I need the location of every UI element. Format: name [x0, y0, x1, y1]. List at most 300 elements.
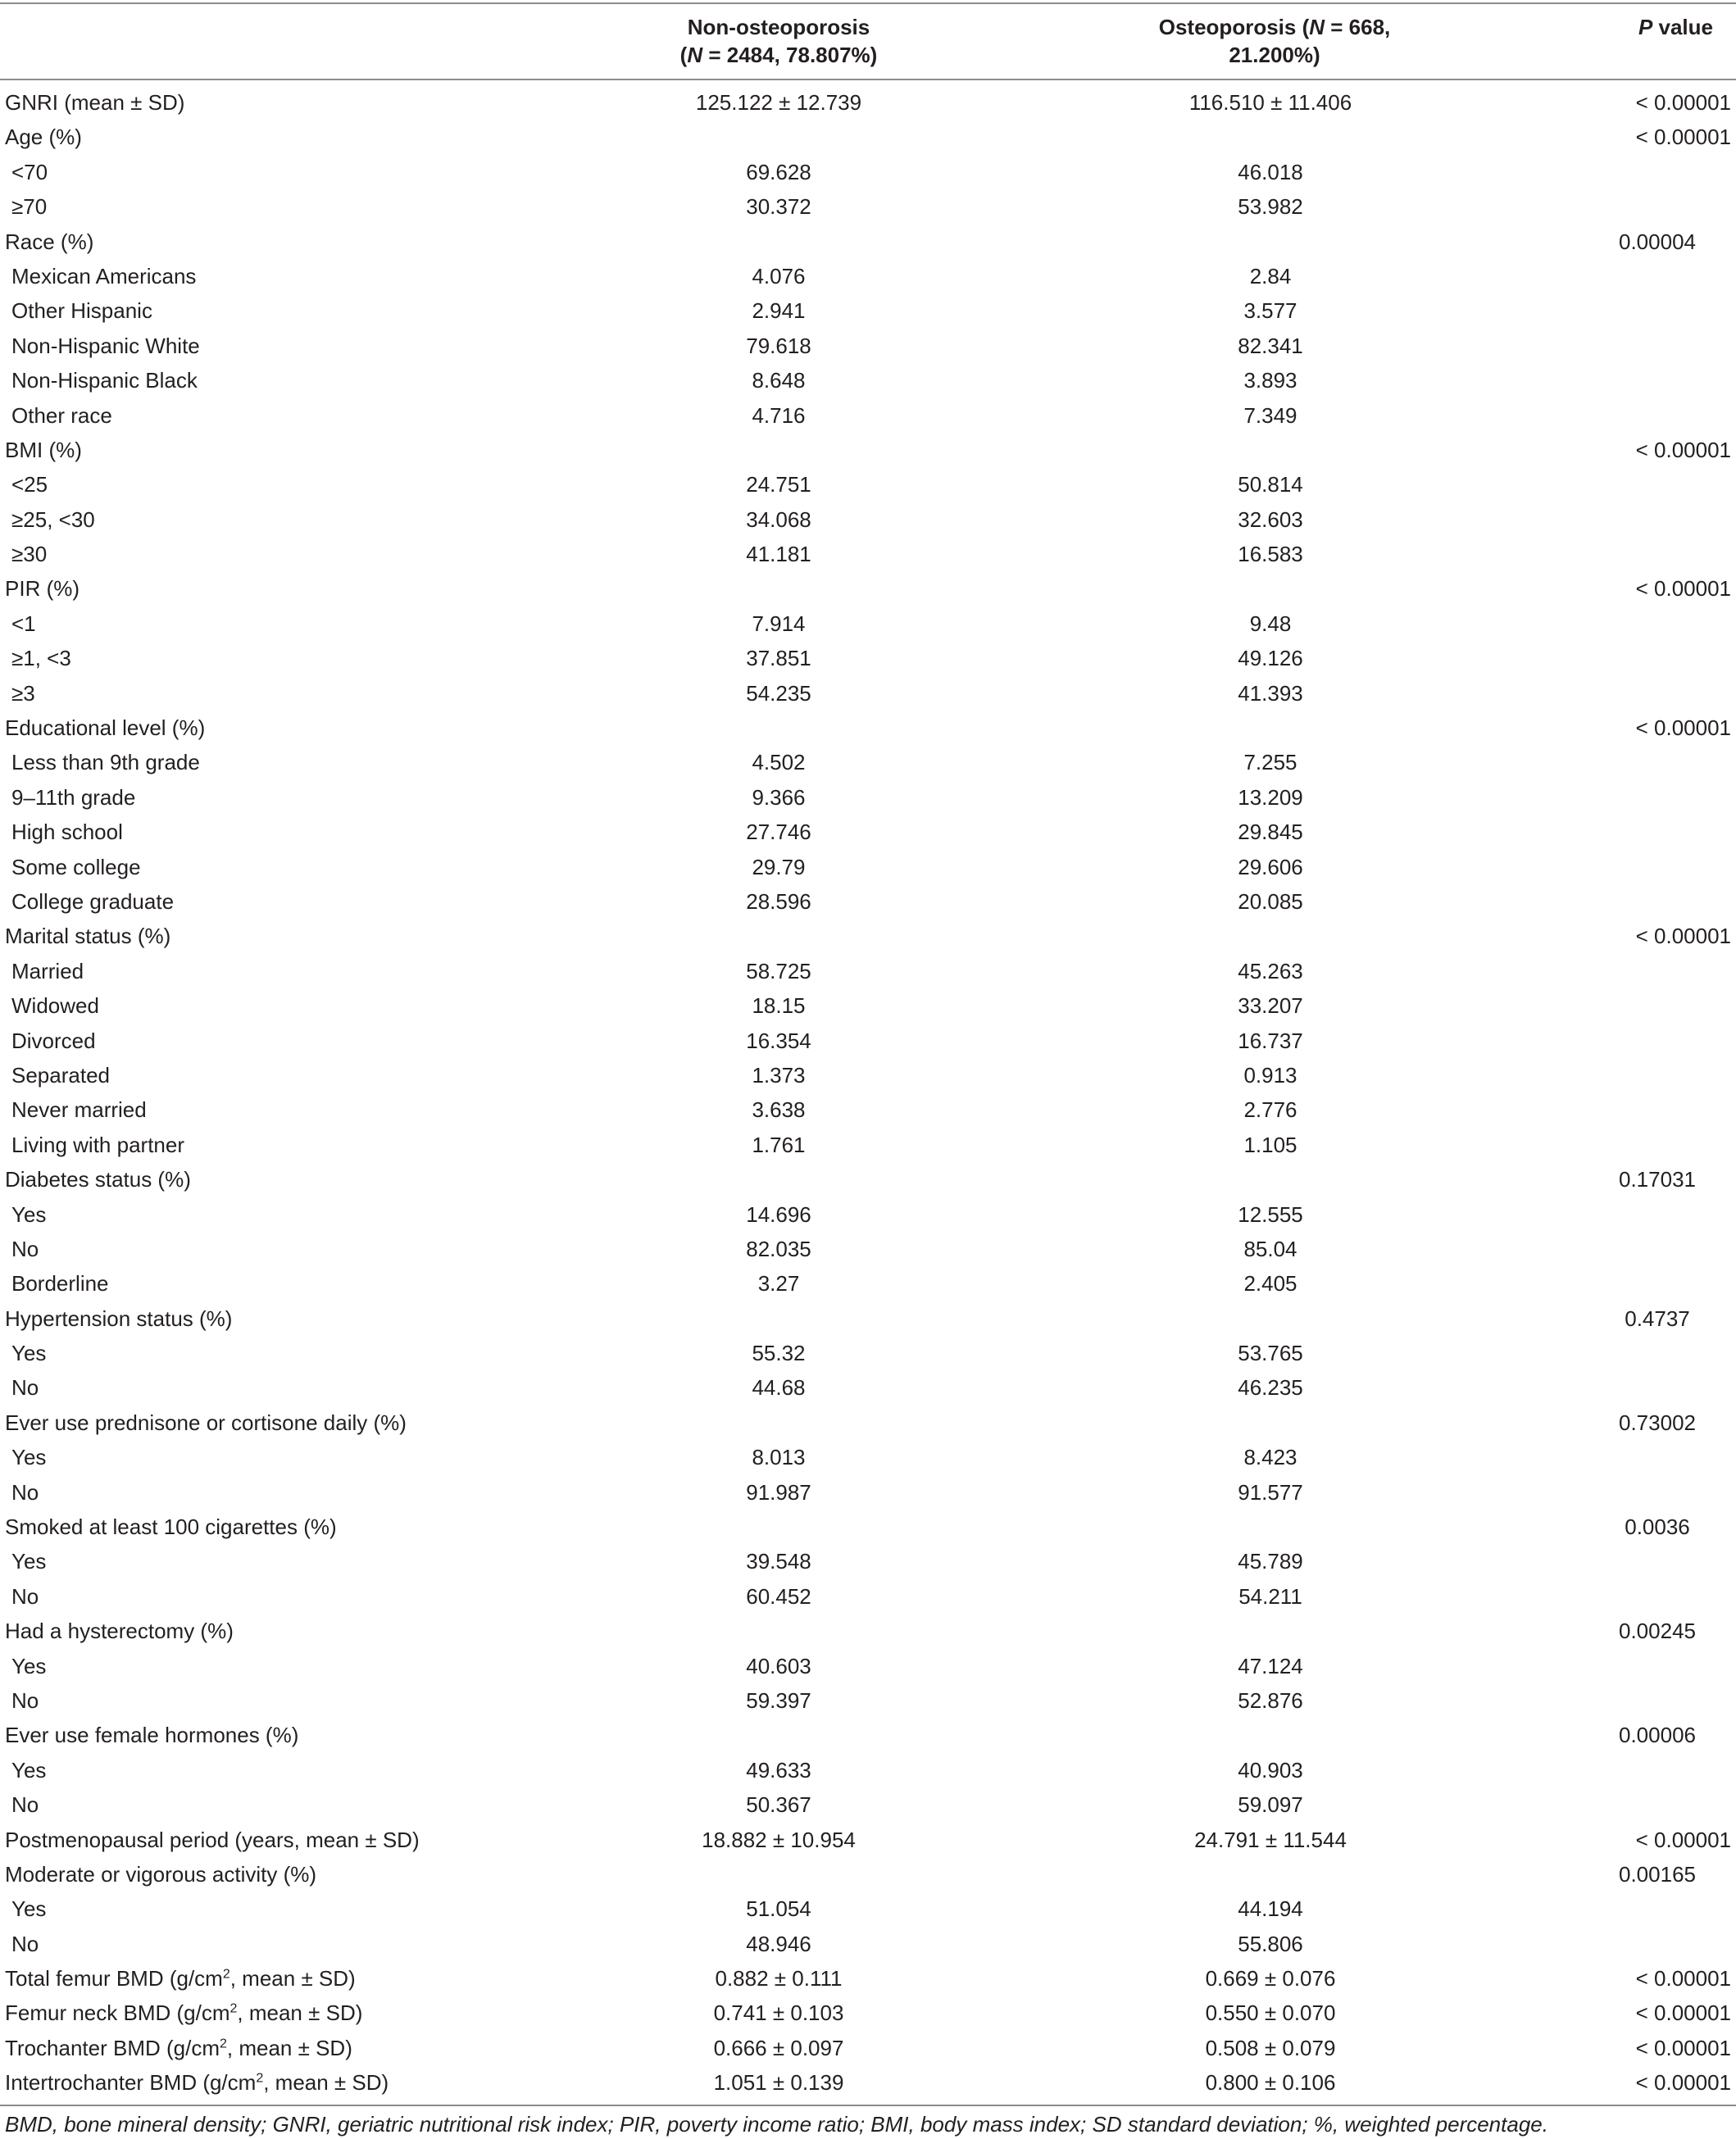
row-label-text: Ever use female hormones (%): [5, 1723, 299, 1748]
cell-non-osteoporosis: 44.68: [752, 1375, 806, 1401]
table-row: [0, 1058, 1736, 1092]
cell-osteoporosis: 3.577: [1243, 298, 1297, 324]
row-label: [11, 1128, 184, 1162]
row-label-text: Yes: [11, 1549, 47, 1574]
row-label-text: Femur neck BMD (g/cm: [5, 2000, 230, 2026]
cell-p-value: 0.4737: [1625, 1306, 1690, 1331]
bottom-rule: [0, 2105, 1736, 2106]
row-label-text: GNRI (mean ± SD): [5, 90, 185, 115]
row-label-text: Intertrochanter BMD (g/cm: [5, 2070, 257, 2096]
row-label: [11, 537, 47, 571]
cell-osteoporosis: 53.982: [1238, 194, 1303, 220]
cell-osteoporosis: 45.789: [1238, 1549, 1303, 1574]
row-label-text: Divorced: [11, 1028, 96, 1053]
row-label: [11, 641, 71, 675]
row-label-text: Living with partner: [11, 1132, 184, 1157]
table-row: [0, 1927, 1736, 1961]
cell-osteoporosis: 8.423: [1243, 1445, 1297, 1470]
cell-non-osteoporosis: 8.648: [752, 368, 806, 393]
row-label-text: No: [11, 1583, 39, 1609]
row-label-text: Mexican Americans: [11, 263, 197, 288]
row-label-text: 9–11th grade: [11, 784, 136, 810]
cell-osteoporosis: 29.845: [1238, 820, 1303, 845]
cell-osteoporosis: 91.577: [1238, 1479, 1303, 1505]
row-label-text: Separated: [11, 1062, 110, 1088]
header-col2-line1: [1008, 13, 1541, 41]
row-label: [11, 363, 198, 397]
row-label: [5, 120, 82, 154]
row-label-text: Trochanter BMD (g/cm: [5, 2035, 220, 2060]
table-row: [0, 189, 1736, 224]
cell-p-value: 0.00004: [1619, 229, 1696, 254]
row-label-text: Borderline: [11, 1271, 109, 1297]
table-row: [0, 363, 1736, 397]
row-label: [11, 1440, 46, 1474]
cell-osteoporosis: 52.876: [1238, 1687, 1303, 1713]
row-label-text: Some college: [11, 854, 141, 879]
cell-non-osteoporosis: 9.366: [752, 784, 806, 810]
table-row: [0, 641, 1736, 675]
cell-osteoporosis: 0.550 ± 0.070: [1205, 2000, 1336, 2026]
table-row: [0, 537, 1736, 571]
row-label-tail: , mean ± SD): [229, 1966, 356, 1991]
cell-non-osteoporosis: 4.502: [752, 750, 806, 775]
row-label-text: Non-Hispanic Black: [11, 368, 198, 393]
header-osteoporosis: [1008, 13, 1541, 69]
cell-osteoporosis: 46.235: [1238, 1375, 1303, 1401]
cell-non-osteoporosis: 50.367: [746, 1792, 811, 1818]
cell-osteoporosis: 12.555: [1238, 1201, 1303, 1227]
cell-non-osteoporosis: 30.372: [746, 194, 811, 220]
cell-p-value: < 0.00001: [1635, 90, 1731, 115]
table-row: [0, 1579, 1736, 1614]
row-label: [11, 1891, 46, 1926]
cell-osteoporosis: 40.903: [1238, 1757, 1303, 1782]
table-row: [0, 1092, 1736, 1127]
table-row: [0, 1857, 1736, 1891]
row-label-text: ≥30: [11, 542, 48, 567]
row-label-text: ≥3: [11, 680, 35, 706]
cell-osteoporosis: 32.603: [1238, 506, 1303, 532]
table-row: [0, 293, 1736, 328]
table-row: [0, 1232, 1736, 1266]
cell-p-value: < 0.00001: [1635, 924, 1731, 949]
header-non-osteoporosis: [516, 13, 1041, 69]
row-label: [5, 1162, 191, 1197]
row-label-text: ≥70: [11, 194, 48, 220]
cell-non-osteoporosis: 51.054: [746, 1896, 811, 1922]
table-row: [0, 1787, 1736, 1822]
table-row: [0, 1475, 1736, 1510]
cell-osteoporosis: 85.04: [1243, 1236, 1297, 1261]
row-label: [5, 571, 80, 606]
table-row: [0, 606, 1736, 641]
row-label: [11, 988, 99, 1023]
row-label: [11, 815, 123, 849]
row-label-text: No: [11, 1687, 39, 1713]
row-label-text: Educational level (%): [5, 715, 206, 741]
cell-osteoporosis: 9.48: [1249, 611, 1292, 636]
table-row: [0, 1649, 1736, 1683]
cell-p-value: < 0.00001: [1635, 576, 1731, 602]
header-p-value: [1541, 13, 1713, 41]
row-label-text: No: [11, 1375, 39, 1401]
cell-non-osteoporosis: 24.751: [746, 472, 811, 497]
table-row: [0, 1336, 1736, 1370]
cell-non-osteoporosis: 29.79: [752, 854, 806, 879]
row-label: [5, 1718, 298, 1752]
table-row: [0, 1823, 1736, 1857]
table-row: [0, 1128, 1736, 1162]
row-label: [5, 1301, 232, 1336]
cell-p-value: 0.00006: [1619, 1723, 1696, 1748]
row-label-text: BMI (%): [5, 437, 82, 462]
cell-osteoporosis: 20.085: [1238, 888, 1303, 914]
cell-p-value: < 0.00001: [1635, 125, 1731, 150]
row-label-tail: , mean ± SD): [263, 2070, 389, 2096]
cell-p-value: 0.0036: [1625, 1515, 1690, 1540]
cell-non-osteoporosis: 69.628: [746, 159, 811, 184]
row-label: [5, 225, 93, 259]
table-row: [0, 2031, 1736, 2065]
cell-p-value: < 0.00001: [1635, 2000, 1731, 2026]
row-label: [11, 850, 141, 884]
row-label: [11, 780, 135, 815]
row-label: [5, 711, 205, 745]
table-row: [0, 1544, 1736, 1578]
cell-osteoporosis: 45.263: [1238, 958, 1303, 983]
row-label-superscript: 2: [219, 2037, 227, 2051]
cell-osteoporosis: 13.209: [1238, 784, 1303, 810]
cell-non-osteoporosis: 0.666 ± 0.097: [713, 2035, 844, 2060]
row-label-text: Marital status (%): [5, 924, 171, 949]
table-row: [0, 815, 1736, 849]
cell-osteoporosis: 16.583: [1238, 542, 1303, 567]
row-label: [11, 155, 48, 189]
cell-non-osteoporosis: 4.716: [752, 402, 806, 428]
cell-non-osteoporosis: 79.618: [746, 333, 811, 358]
cell-osteoporosis: 47.124: [1238, 1653, 1303, 1678]
row-label-text: No: [11, 1931, 39, 1956]
header-col1-n: N: [687, 43, 703, 67]
table-row: [0, 745, 1736, 779]
cell-osteoporosis: 50.814: [1238, 472, 1303, 497]
table-row: [0, 259, 1736, 293]
row-label: [11, 1024, 96, 1058]
cell-osteoporosis: 41.393: [1238, 680, 1303, 706]
table-row: [0, 1683, 1736, 1718]
header-col2-pre: Osteoporosis (: [1158, 15, 1310, 39]
cell-osteoporosis: 0.508 ± 0.079: [1205, 2035, 1336, 2060]
row-label-text: Moderate or vigorous activity (%): [5, 1861, 317, 1887]
header-col1-line2-rest: = 2484, 78.807%): [702, 43, 878, 67]
table-body: [0, 85, 1736, 2100]
table-row: [0, 1718, 1736, 1752]
table-row: [0, 1440, 1736, 1474]
row-label-text: Smoked at least 100 cigarettes (%): [5, 1515, 337, 1540]
cell-non-osteoporosis: 55.32: [752, 1341, 806, 1366]
header-col2-line1-rest: = 668,: [1325, 15, 1391, 39]
row-label: [11, 1927, 39, 1961]
header-p-rest: value: [1652, 15, 1713, 39]
cell-p-value: < 0.00001: [1635, 1827, 1731, 1852]
row-label: [11, 1787, 39, 1822]
table-row: [0, 329, 1736, 363]
header-col1-line2: (N = 2484, 78.807%): [679, 43, 878, 67]
row-label: [5, 919, 170, 953]
row-label: [11, 1092, 147, 1127]
cell-non-osteoporosis: 40.603: [746, 1653, 811, 1678]
row-label-text: No: [11, 1792, 39, 1818]
cell-osteoporosis: 0.669 ± 0.076: [1205, 1966, 1336, 1991]
row-label: [5, 1510, 337, 1544]
row-label-text: Never married: [11, 1097, 147, 1123]
table-row: [0, 1370, 1736, 1405]
row-label: [11, 293, 152, 328]
cell-osteoporosis: 2.776: [1243, 1097, 1297, 1123]
table-row: [0, 884, 1736, 919]
cell-p-value: 0.00245: [1619, 1619, 1696, 1644]
cell-non-osteoporosis: 27.746: [746, 820, 811, 845]
cell-non-osteoporosis: 8.013: [752, 1445, 806, 1470]
table-row: [0, 988, 1736, 1023]
row-label-tail: , mean ± SD): [237, 2000, 363, 2026]
table-row: [0, 502, 1736, 537]
cell-non-osteoporosis: 34.068: [746, 506, 811, 532]
table-footnote: BMD, bone mineral density; GNRI, geriatric nutritional risk index; PIR, poverty income ratio; BMI, body mass index; SD standard deviation; %, weighted percentage.: [5, 2112, 1548, 2137]
row-label: [11, 1683, 39, 1718]
row-label: [5, 2065, 389, 2100]
cell-non-osteoporosis: 16.354: [746, 1028, 811, 1053]
row-label-text: Age (%): [5, 125, 82, 150]
row-label-text: High school: [11, 820, 123, 845]
cell-p-value: 0.17031: [1619, 1167, 1696, 1192]
cell-osteoporosis: 7.255: [1243, 750, 1297, 775]
cell-osteoporosis: 116.510 ± 11.406: [1188, 90, 1352, 115]
table-row: [0, 1197, 1736, 1232]
cell-osteoporosis: 49.126: [1238, 646, 1303, 671]
row-label-text: Other race: [11, 402, 112, 428]
header-col2-n: N: [1309, 15, 1325, 39]
header-p-line: [1541, 13, 1713, 41]
cell-non-osteoporosis: 37.851: [746, 646, 811, 671]
cell-non-osteoporosis: 4.076: [752, 263, 806, 288]
table-header: [0, 0, 1736, 79]
header-p: P: [1638, 15, 1653, 39]
row-label: [11, 1232, 39, 1266]
cell-osteoporosis: 3.893: [1243, 368, 1297, 393]
table-row: [0, 711, 1736, 745]
row-label: [11, 1370, 39, 1405]
table-row: [0, 1024, 1736, 1058]
row-label: [5, 85, 184, 120]
row-label-text: Widowed: [11, 993, 99, 1019]
cell-non-osteoporosis: 39.548: [746, 1549, 811, 1574]
row-label-text: Other Hispanic: [11, 298, 152, 324]
row-label-text: <25: [11, 472, 48, 497]
row-label-text: No: [11, 1236, 39, 1261]
row-label: [5, 1961, 356, 1996]
cell-osteoporosis: 82.341: [1238, 333, 1303, 358]
cell-non-osteoporosis: 54.235: [746, 680, 811, 706]
row-label-text: Yes: [11, 1757, 47, 1782]
cell-p-value: 0.00165: [1619, 1861, 1696, 1887]
row-label: [11, 1544, 46, 1578]
row-label: [11, 1753, 46, 1787]
row-label: [11, 884, 174, 919]
table-row: [0, 1406, 1736, 1440]
cell-osteoporosis: 16.737: [1238, 1028, 1303, 1053]
cell-osteoporosis: 55.806: [1238, 1931, 1303, 1956]
cell-p-value: 0.73002: [1619, 1410, 1696, 1435]
row-label: [5, 1857, 316, 1891]
row-label: [11, 676, 35, 711]
table-row: [0, 1510, 1736, 1544]
cell-osteoporosis: 0.913: [1243, 1062, 1297, 1088]
table-row: [0, 919, 1736, 953]
cell-p-value: < 0.00001: [1635, 2070, 1731, 2096]
row-label: [11, 1266, 109, 1301]
header-col1-line1: Non-osteoporosis: [687, 15, 870, 39]
row-label-superscript: 2: [229, 2001, 238, 2016]
row-label-text: Yes: [11, 1896, 47, 1922]
row-label: [11, 606, 36, 641]
row-label-text: ≥25, <30: [11, 506, 95, 532]
row-label-text: Had a hysterectomy (%): [5, 1619, 234, 1644]
cell-non-osteoporosis: 82.035: [746, 1236, 811, 1261]
cell-non-osteoporosis: 49.633: [746, 1757, 811, 1782]
table-row: [0, 120, 1736, 154]
row-label-text: Hypertension status (%): [5, 1306, 233, 1331]
cell-non-osteoporosis: 0.882 ± 0.111: [715, 1966, 843, 1991]
cell-osteoporosis: 29.606: [1238, 854, 1303, 879]
cell-osteoporosis: 24.791 ± 11.544: [1194, 1827, 1347, 1852]
row-label-text: College graduate: [11, 888, 175, 914]
row-label: [5, 433, 82, 467]
row-label: [5, 1614, 234, 1648]
row-label-superscript: 2: [256, 2071, 264, 2086]
cell-non-osteoporosis: 3.27: [757, 1271, 800, 1297]
cell-osteoporosis: 7.349: [1243, 402, 1297, 428]
cell-non-osteoporosis: 1.373: [752, 1062, 806, 1088]
cell-osteoporosis: 59.097: [1238, 1792, 1303, 1818]
cell-non-osteoporosis: 125.122 ± 12.739: [695, 90, 862, 115]
row-label-text: Yes: [11, 1341, 47, 1366]
table-row: [0, 1266, 1736, 1301]
row-label: [11, 1475, 39, 1510]
cell-non-osteoporosis: 2.941: [752, 298, 806, 324]
row-label: [11, 398, 112, 433]
table-row: [0, 780, 1736, 815]
row-label: [11, 467, 48, 502]
row-label-text: Ever use prednisone or cortisone daily (%): [5, 1410, 407, 1435]
row-label: [11, 259, 196, 293]
table-row: [0, 1891, 1736, 1926]
cell-non-osteoporosis: 58.725: [746, 958, 811, 983]
cell-osteoporosis: 0.800 ± 0.106: [1205, 2070, 1336, 2096]
table-row: [0, 1996, 1736, 2030]
row-label-text: Non-Hispanic White: [11, 333, 200, 358]
cell-osteoporosis: 2.84: [1249, 263, 1292, 288]
table-row: [0, 1614, 1736, 1648]
cell-non-osteoporosis: 1.051 ± 0.139: [713, 2070, 844, 2096]
row-label-text: PIR (%): [5, 576, 80, 602]
cell-non-osteoporosis: 60.452: [746, 1583, 811, 1609]
row-label-text: Diabetes status (%): [5, 1167, 191, 1192]
table-row: [0, 398, 1736, 433]
header-col2-line2: 21.200%): [1229, 43, 1320, 67]
table-row: [0, 676, 1736, 711]
cell-non-osteoporosis: 0.741 ± 0.103: [713, 2000, 844, 2026]
row-label-superscript: 2: [222, 1967, 230, 1982]
header-rule: [0, 79, 1736, 80]
row-label: [11, 1336, 46, 1370]
cell-osteoporosis: 44.194: [1238, 1896, 1303, 1922]
row-label: [11, 502, 95, 537]
cell-non-osteoporosis: 59.397: [746, 1687, 811, 1713]
cell-osteoporosis: 53.765: [1238, 1341, 1303, 1366]
cell-non-osteoporosis: 41.181: [746, 542, 811, 567]
cell-osteoporosis: 54.211: [1238, 1583, 1302, 1609]
cell-non-osteoporosis: 1.761: [752, 1132, 806, 1157]
row-label: [11, 745, 200, 779]
row-label-text: Yes: [11, 1445, 47, 1470]
cell-p-value: < 0.00001: [1635, 1966, 1731, 1991]
cell-non-osteoporosis: 18.15: [752, 993, 806, 1019]
cell-p-value: < 0.00001: [1635, 437, 1731, 462]
row-label-tail: , mean ± SD): [226, 2035, 352, 2060]
row-label-text: Race (%): [5, 229, 94, 254]
row-label-text: Yes: [11, 1201, 47, 1227]
cell-p-value: < 0.00001: [1635, 715, 1731, 741]
row-label: [11, 1579, 39, 1614]
table-row: [0, 433, 1736, 467]
row-label-text: Yes: [11, 1653, 47, 1678]
cell-non-osteoporosis: 18.882 ± 10.954: [702, 1827, 856, 1852]
table-row: [0, 1162, 1736, 1197]
table-row: [0, 954, 1736, 988]
row-label: [11, 1058, 110, 1092]
table-row: [0, 1301, 1736, 1336]
row-label-text: ≥1, <3: [11, 646, 71, 671]
row-label-text: Postmenopausal period (years, mean ± SD): [5, 1827, 420, 1852]
cell-non-osteoporosis: 7.914: [752, 611, 806, 636]
row-label: [5, 1823, 420, 1857]
cell-osteoporosis: 46.018: [1238, 159, 1303, 184]
table-row: [0, 225, 1736, 259]
table-row: [0, 155, 1736, 189]
row-label-text: <1: [11, 611, 36, 636]
table-row: [0, 850, 1736, 884]
table-row: [0, 571, 1736, 606]
table-row: [0, 85, 1736, 120]
table-row: [0, 467, 1736, 502]
table-row: [0, 2065, 1736, 2100]
row-label: [5, 1996, 362, 2030]
row-label: [5, 1406, 407, 1440]
cell-osteoporosis: 2.405: [1243, 1271, 1297, 1297]
row-label-text: <70: [11, 159, 48, 184]
row-label-text: Total femur BMD (g/cm: [5, 1966, 223, 1991]
row-label: [5, 2031, 352, 2065]
row-label: [11, 1649, 46, 1683]
cell-non-osteoporosis: 48.946: [746, 1931, 811, 1956]
row-label: [11, 954, 84, 988]
table-row: [0, 1753, 1736, 1787]
cell-non-osteoporosis: 14.696: [746, 1201, 811, 1227]
cell-non-osteoporosis: 91.987: [746, 1479, 811, 1505]
cell-non-osteoporosis: 28.596: [746, 888, 811, 914]
